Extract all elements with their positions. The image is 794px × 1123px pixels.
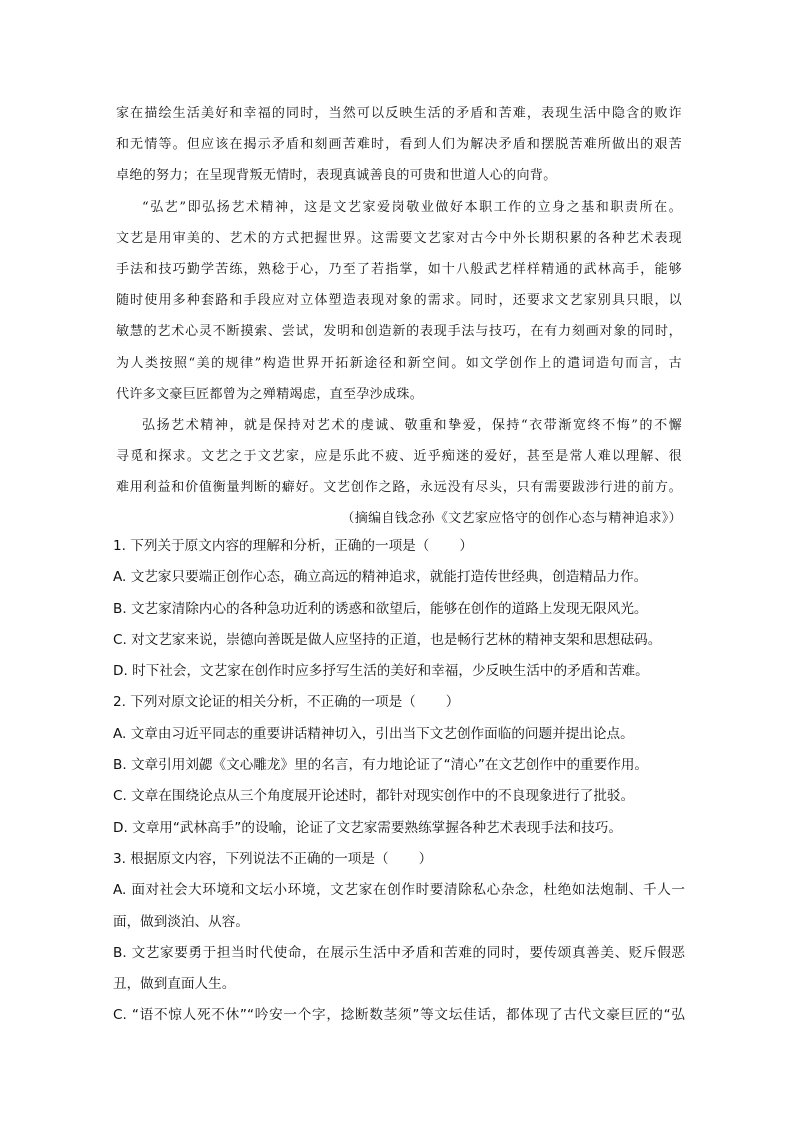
option-b: B. 文艺家要勇于担当时代使命，在展示生活中矛盾和苦难的同时，要传颂真善美、贬斥假恶 bbox=[113, 944, 685, 961]
question-3-stem: 3. 根据原文内容，下列说法不正确的一项是（ bbox=[113, 850, 389, 867]
option-c: C. 文章在围绕论点从三个角度展开论述时，都针对现实创作中的不良现象进行了批驳。 bbox=[113, 788, 635, 805]
passage-line: 和无情等。但应该在揭示矛盾和刻画苦难时，看到人们为解决矛盾和摆脱苦难所做出的艰苦 bbox=[116, 137, 682, 153]
passage-line: 难用利益和价值衡量判断的癖好。文艺创作之路，永远没有尽头，只有需要跋涉行进的前方。 bbox=[116, 480, 682, 496]
question-stem bbox=[113, 844, 685, 875]
option-a: A. 文艺家只要端正创作心态，确立高远的精神追求，就能打造传世经典，创造精品力作。 bbox=[113, 569, 648, 586]
stem-close-paren: ） bbox=[445, 694, 460, 711]
passage-line: 敏慧的艺术心灵不断摸索、尝试，发明和创造新的表现手法与技巧，在有力刻画对象的同时， bbox=[116, 324, 682, 340]
passage-line: 随时使用多种套路和手段应对立体塑造表现对象的需求。同时，还要求文艺家别具只眼，以 bbox=[116, 293, 682, 309]
option-d: D. 时下社会，文艺家在创作时应多抒写生活的美好和幸福，少反映生活中的矛盾和苦难。 bbox=[113, 663, 649, 680]
reading-passage bbox=[116, 98, 682, 535]
passage-line: 手法和技巧勤学苦练，熟稔于心，乃至了若指掌，如十八般武艺样样精通的武林高手，能够 bbox=[116, 261, 682, 277]
stem-close-paren: ） bbox=[418, 850, 433, 867]
option-a: A. 面对社会大环境和文坛小环境，文艺家在创作时要清除私心杂念，杜绝如法炮制、千人一 bbox=[113, 882, 685, 899]
passage-line: 代许多文豪巨匠都曾为之殚精竭虑，直至孕沙成珠。 bbox=[116, 386, 424, 402]
stem-close-paren: ） bbox=[459, 538, 473, 554]
option-b-continued: 丑，做到直面人生。 bbox=[113, 976, 236, 993]
option-c: C. “语不惊人死不休”“吟安一个字，捻断数茎须”等文坛佳话，都体现了古代文豪巨匠的“弘 bbox=[113, 1007, 685, 1024]
passage-source: （摘编自钱念孙《文艺家应恪守的创作心态与精神追求》） bbox=[341, 511, 682, 527]
passage-line: 文艺是用审美的、艺术的方式把握世界。这需要文艺家对古今中外长期积累的各种艺术表现 bbox=[116, 230, 682, 246]
question-section bbox=[113, 531, 685, 1032]
option-a-continued: 面，做到淡泊、从容。 bbox=[113, 913, 249, 930]
passage-line: 家在描绘生活美好和幸福的同时，当然可以反映生活的矛盾和苦难，表现生活中隐含的败诈 bbox=[116, 106, 682, 121]
passage-line: 卓绝的努力；在呈现背叛无情时，表现真诚善良的可贵和世道人心的向背。 bbox=[116, 168, 557, 184]
passage-line: 为人类按照“美的规律”构造世界开拓新途径和新空间。如文学创作上的遣词造句而言，古 bbox=[116, 355, 682, 371]
question-stem bbox=[113, 531, 685, 562]
option-b: B. 文章引用刘勰《文心雕龙》里的名言，有力地论证了“清心”在文艺创作中的重要作用。 bbox=[113, 757, 649, 774]
option-a: A. 文章由习近平同志的重要讲话精神切入，引出当下文艺创作面临的问题并提出论点。 bbox=[113, 725, 634, 742]
passage-line: “弘艺”即弘扬艺术精神，这是文艺家爱岗敬业做好本职工作的立身之基和职责所在。 bbox=[142, 199, 682, 215]
option-c: C. 对文艺家来说，崇德向善既是做人应坚持的正道，也是畅行艺林的精神支架和思想砝码。 bbox=[113, 631, 662, 648]
question-stem bbox=[113, 687, 685, 718]
option-b: B. 文艺家清除内心的各种急功近利的诱惑和欲望后，能够在创作的道路上发现无限风光。 bbox=[113, 600, 648, 617]
option-d: D. 文章用“武林高手”的设喻，论证了文艺家需要熟练掌握各种艺术表现手法和技巧。 bbox=[113, 819, 622, 836]
passage-line: 弘扬艺术精神，就是保持对艺术的虔诚、敬重和挚爱，保持“衣带渐宽终不悔”的不懈 bbox=[142, 417, 682, 433]
question-2-stem: 2. 下列对原文论证的相关分析，不正确的一项是（ bbox=[113, 694, 416, 711]
question-1-stem: 1. 下列关于原文内容的理解和分析，正确的一项是（ bbox=[113, 538, 430, 554]
passage-line: 寻觅和探求。文艺之于文艺家，应是乐此不疲、近乎痴迷的爱好，甚至是常人难以理解、很 bbox=[116, 449, 682, 465]
